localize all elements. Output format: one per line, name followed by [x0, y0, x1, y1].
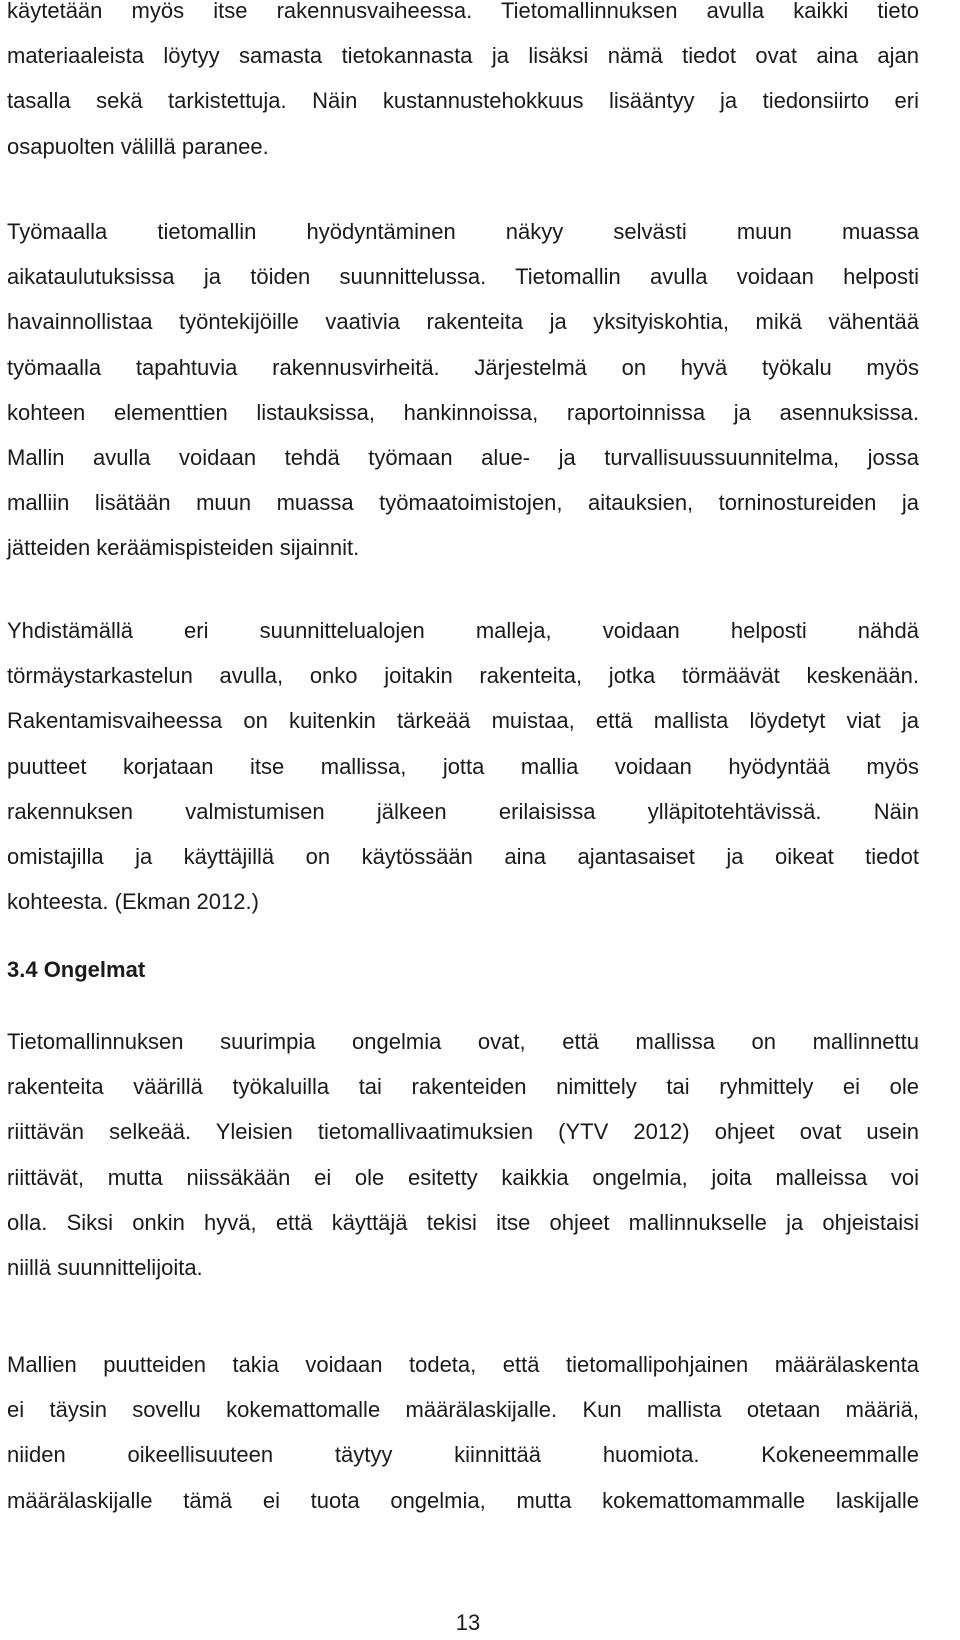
paragraph-1 [7, 0, 919, 169]
text-line: omistajilla ja käyttäjillä on käytössään aina ajantasaiset ja oikeat tiedot [7, 844, 919, 870]
text-line: työmaalla tapahtuvia rakennusvirheitä. Järjestelmä on hyvä työkalu myös [7, 354, 919, 380]
paragraph-3 [7, 608, 919, 924]
text-line: materiaaleista löytyy samasta tietokannasta ja lisäksi nämä tiedot ovat aina ajan [7, 43, 919, 69]
text-line: niiden oikeellisuuteen täytyy kiinnittää huomiota. Kokeneemmalle [7, 1442, 919, 1468]
text-line: Työmaalla tietomallin hyödyntäminen näkyy selvästi muun muassa [7, 219, 919, 244]
text-line: rakenteita väärillä työkaluilla tai rakenteiden nimittely tai ryhmittely ei ole [7, 1074, 919, 1100]
text-line: kohteen elementtien listauksissa, hankinnoissa, raportoinnissa ja asennuksissa. [7, 399, 919, 425]
text-line: malliin lisätään muun muassa työmaatoimistojen, aitauksien, torninostureiden ja [7, 490, 919, 516]
text-line: puutteet korjataan itse mallissa, jotta mallia voidaan hyödyntää myös [7, 753, 919, 779]
text-line: jätteiden keräämispisteiden sijainnit. [7, 535, 360, 561]
text-line: Tietomallinnuksen suurimpia ongelmia ovat, että mallissa on mallinnettu [7, 1029, 919, 1054]
text-line: osapuolten välillä paranee. [7, 133, 269, 159]
paragraph-2 [7, 209, 919, 571]
text-line: määrälaskijalle tämä ei tuota ongelmia, mutta kokemattomammalle laskijalle [7, 1487, 919, 1513]
text-line: kohteesta. (Ekman 2012.) [7, 889, 259, 915]
text-line: Mallien puutteiden takia voidaan todeta, että tietomallipohjainen määrälaskenta [7, 1352, 919, 1377]
text-line: havainnollistaa työntekijöille vaativia rakenteita ja yksityiskohtia, mikä vähentää [7, 309, 919, 335]
text-line: käytetään myös itse rakennusvaiheessa. Tietomallinnuksen avulla kaikki tieto [7, 0, 919, 23]
text-line: aikataulutuksissa ja töiden suunnittelussa. Tietomallin avulla voidaan helposti [7, 264, 919, 290]
text-line: Rakentamisvaiheessa on kuitenkin tärkeää muistaa, että mallista löydetyt viat ja [7, 708, 919, 734]
text-line: rakennuksen valmistumisen jälkeen erilaisissa ylläpitotehtävissä. Näin [7, 798, 919, 824]
section-heading: 3.4 Ongelmat [7, 957, 146, 982]
text-line: tasalla sekä tarkistettuja. Näin kustannustehokkuus lisääntyy ja tiedonsiirto eri [7, 88, 919, 114]
paragraph-5 [7, 1342, 919, 1523]
text-line: ei täysin sovellu kokemattomalle määrälaskijalle. Kun mallista otetaan määriä, [7, 1397, 919, 1423]
text-line: olla. Siksi onkin hyvä, että käyttäjä tekisi itse ohjeet mallinnukselle ja ohjeistaisi [7, 1209, 919, 1235]
text-line: Yhdistämällä eri suunnittelualojen malleja, voidaan helposti nähdä [7, 618, 919, 643]
text-line: riittävät, mutta niissäkään ei ole esitetty kaikkia ongelmia, joita malleissa voi [7, 1164, 919, 1190]
text-line: Mallin avulla voidaan tehdä työmaan alue- ja turvallisuussuunnitelma, jossa [7, 445, 919, 471]
text-line: riittävän selkeää. Yleisien tietomallivaatimuksien (YTV 2012) ohjeet ovat usein [7, 1119, 919, 1145]
text-line: törmäystarkastelun avulla, onko joitakin rakenteita, jotka törmäävät keskenään. [7, 663, 919, 689]
page-number: 13 [455, 1610, 481, 1635]
text-line: niillä suunnittelijoita. [7, 1255, 203, 1281]
paragraph-4 [7, 1019, 919, 1290]
